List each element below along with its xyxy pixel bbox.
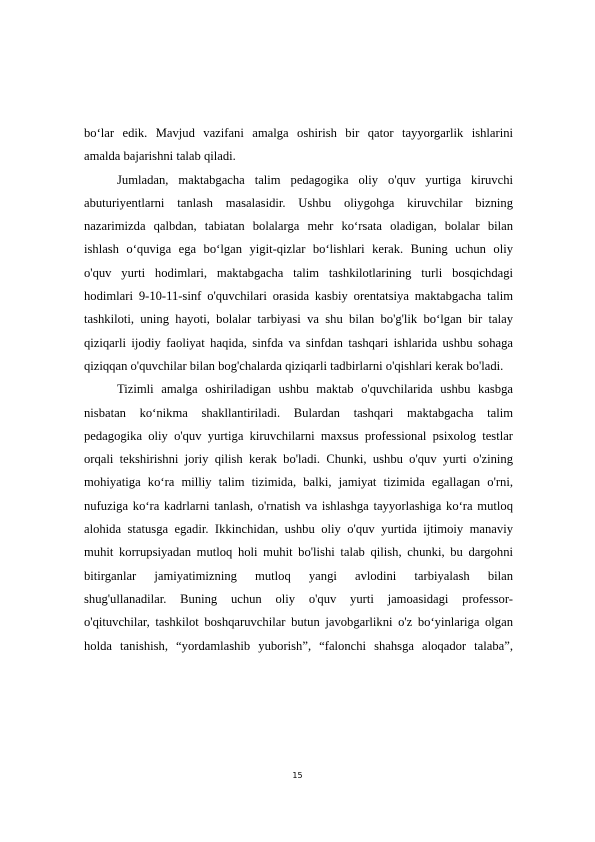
text-line: alohida statusga egadir. Ikkinchidan, ushbu oliy o'quv yurtida ijtimoiy manaviy: [84, 522, 513, 537]
page-number: 15: [292, 771, 303, 780]
text-line: holda tanishish, “yordamlashib yuborish”, “falonchi shahsga aloqador talaba”,: [84, 638, 513, 653]
text-line: qiziqqan o'quvchilar bilan bog'chalarda qiziqarli tadbirlarni o'qishlari kerak bo'ladi.: [84, 358, 504, 373]
text-line: muhit korrupsiyadan mutloq holi muhit bo'lishi talab qilish, chunki, bu dargohni: [84, 545, 513, 560]
text-line: shug'ullanadilar. Buning uchun oliy o'quv yurti jamoasidagi professor-: [84, 591, 513, 606]
text-line: pedagogika oliy o'quv yurtiga kiruvchilarni maxsus professional psixolog testlar: [84, 428, 513, 443]
text-line: nisbatan ko‘nikma shakllantiriladi. Bulardan tashqari maktabgacha talim: [84, 405, 513, 420]
text-line: bo‘lar edik. Mavjud vazifani amalga oshirish bir qator tayyorgarlik ishlarini: [84, 126, 513, 140]
text-line: ishlash o‘quviga ega bo‘lgan yigit-qizlar bo‘lishlari kerak. Buning uchun oliy: [84, 242, 513, 257]
text-line: amalda bajarishni talab qiladi.: [84, 149, 236, 164]
text-line: o'qituvchilar, tashkilot boshqaruvchilar butun javobgarlikni o'z bo‘yinlariga olgan: [84, 615, 513, 630]
text-line: mohiyatiga ko‘ra milliy talim tizimida, balki, jamiyat tizimida egallagan o'rni,: [84, 475, 513, 490]
text-line: hodimlari 9-10-11-sinf o'quvchilari orasida kasbiy orentatsiya maktabgacha talim: [84, 289, 513, 304]
text-line: Jumladan, maktabgacha talim pedagogika oliy o'quv yurtiga kiruvchi: [117, 172, 513, 187]
text-line: orqali tekshirishni joriy qilish kerak bo'ladi. Chunki, ushbu o'quv yurti o'zining: [84, 452, 513, 467]
body-text: [84, 122, 513, 658]
text-line: tashkiloti, uning hayoti, bolalar tarbiyasi va shu bilan bo'g'lik bo‘lgan bir talay: [84, 312, 513, 327]
text-line: o'quv yurti hodimlari, maktabgacha talim tashkilotlarining turli bosqichdagi: [84, 265, 513, 280]
text-line: abuturiyentlarni tanlash masalasidir. Ushbu oliygohga kiruvchilar bizning: [84, 195, 513, 210]
text-line: Tizimli amalga oshiriladigan ushbu maktab o'quvchilarida ushbu kasbga: [117, 382, 513, 397]
text-line: bitirganlar jamiyatimizning mutloq yangi avlodini tarbiyalash bilan: [84, 568, 513, 583]
text-line: nufuziga ko‘ra kadrlarni tanlash, o'rnatish va ishlashga tayyorlashiga ko‘ra mutloq: [84, 498, 513, 513]
text-line: nazarimizda qalbdan, tabiatan bolalarga mehr ko‘rsata oladigan, bolalar bilan: [84, 219, 513, 234]
text-line: qiziqarli ijodiy faoliyat haqida, sinfda va sinfdan tashqari ishlarida ushbu sohaga: [84, 335, 513, 350]
